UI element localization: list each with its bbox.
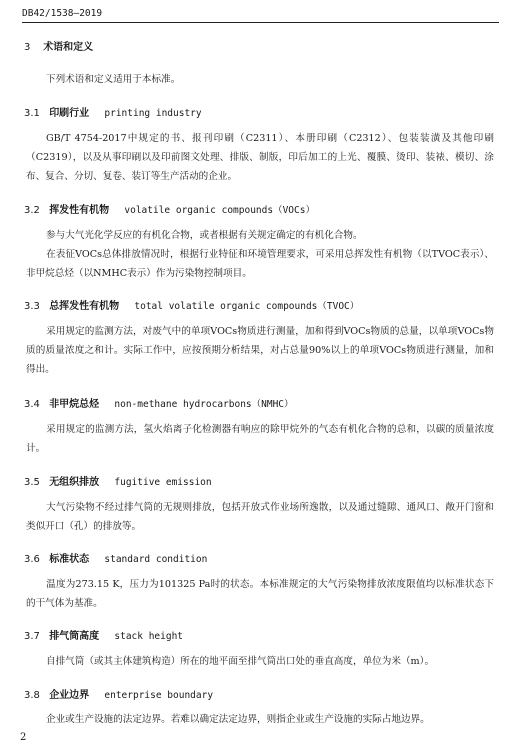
section-paragraph bbox=[26, 420, 494, 458]
section-number: 3.7 bbox=[24, 631, 40, 642]
paragraph-text: 采用规定的监测方法，对废气中的单项VOCs物质进行测量，加和得到VOCs物质的总量，以单项VOCs物质的质量浓度之和计。实际工作中，应按预期分析结果，对占总量90%以上的单项VOCs物质进行测量，加和得出。 bbox=[26, 326, 494, 375]
section-heading-3-2 bbox=[24, 201, 315, 216]
section-paragraph bbox=[26, 652, 494, 671]
section-paragraph bbox=[26, 498, 494, 536]
section-title-en: fugitive emission bbox=[114, 477, 212, 488]
paragraph-text: 自排气筒（或其主体建筑构造）所在的地平面至排气筒出口处的垂直高度，单位为米（m）。 bbox=[46, 656, 435, 667]
section-heading-3-3 bbox=[24, 297, 359, 312]
section-title-zh: 无组织排放 bbox=[49, 477, 100, 488]
section-number: 3.5 bbox=[24, 477, 40, 488]
section-number: 3.1 bbox=[24, 108, 40, 119]
section-title-zh: 总挥发性有机物 bbox=[49, 301, 120, 312]
section-title-en: volatile organic compounds（VOCs） bbox=[124, 205, 315, 216]
chapter-heading bbox=[24, 38, 105, 53]
section-paragraph bbox=[26, 129, 494, 186]
section-title-en: enterprise boundary bbox=[104, 690, 214, 701]
section-heading-3-7 bbox=[24, 627, 183, 642]
paragraph-text: 温度为273.15 K，压力为101325 Pa时的状态。本标准规定的大气污染物排放浓度限值均以标准状态下的干气体为基准。 bbox=[26, 579, 494, 609]
intro-paragraph bbox=[26, 70, 494, 89]
section-paragraph bbox=[26, 226, 494, 245]
chapter-number: 3 bbox=[24, 42, 31, 53]
header-rule bbox=[22, 22, 499, 23]
section-title-zh: 企业边界 bbox=[49, 690, 90, 701]
section-title-zh: 标准状态 bbox=[49, 554, 90, 565]
paragraph-text: 在表征VOCs总体排放情况时，根据行业特征和环境管理要求，可采用总挥发性有机物（以TVOC表示）、非甲烷总烃（以NMHC表示）作为污染物控制项目。 bbox=[26, 249, 494, 279]
intro-text: 下列术语和定义适用于本标准。 bbox=[46, 74, 181, 85]
section-title-zh: 非甲烷总烃 bbox=[49, 399, 100, 410]
document-code: DB42/1538—2019 bbox=[22, 8, 103, 19]
page-number: 2 bbox=[20, 732, 27, 743]
section-heading-3-5 bbox=[24, 473, 212, 488]
section-number: 3.8 bbox=[24, 690, 40, 701]
section-paragraph bbox=[26, 322, 494, 379]
section-title-en: stack height bbox=[114, 631, 184, 642]
section-number: 3.4 bbox=[24, 399, 40, 410]
section-title-zh: 印刷行业 bbox=[49, 108, 90, 119]
section-heading-3-8 bbox=[24, 686, 213, 701]
chapter-title: 术语和定义 bbox=[43, 42, 94, 53]
paragraph-text: GB/T 4754-2017中规定的书、报刊印刷（C2311）、本册印刷（C2312）、包装装潢及其他印刷（C2319），以及从事印刷以及印前图文处理、排版、制版，印后加工的上光、覆膜、烫印、装裱、模切、涂布、复合、分切、复卷、装订等生产活动的企业。 bbox=[26, 133, 494, 182]
section-heading-3-4 bbox=[24, 395, 294, 410]
section-title-en: non-methane hydrocarbons（NMHC） bbox=[114, 399, 294, 410]
paragraph-text: 采用规定的监测方法，氢火焰离子化检测器有响应的除甲烷外的气态有机化合物的总和，以碳的质量浓度计。 bbox=[26, 424, 494, 454]
paragraph-text: 企业或生产设施的法定边界。若难以确定法定边界，则指企业或生产设施的实际占地边界。 bbox=[46, 714, 430, 725]
section-title-en: standard condition bbox=[104, 554, 208, 565]
section-heading-3-6 bbox=[24, 550, 207, 565]
section-paragraph bbox=[26, 710, 494, 729]
section-title-zh: 挥发性有机物 bbox=[49, 205, 110, 216]
paragraph-text: 大气污染物不经过排气筒的无规则排放，包括开放式作业场所逸散，以及通过缝隙、通风口、敞开门窗和类似开口（孔）的排放等。 bbox=[26, 502, 494, 532]
section-heading-3-1 bbox=[24, 104, 202, 119]
section-title-zh: 排气筒高度 bbox=[49, 631, 100, 642]
section-title-en: total volatile organic compounds（TVOC） bbox=[134, 301, 360, 312]
section-number: 3.6 bbox=[24, 554, 40, 565]
section-title-en: printing industry bbox=[104, 108, 202, 119]
section-number: 3.2 bbox=[24, 205, 40, 216]
paragraph-text: 参与大气光化学反应的有机化合物，或者根据有关规定确定的有机化合物。 bbox=[46, 230, 363, 241]
section-paragraph bbox=[26, 575, 494, 613]
section-number: 3.3 bbox=[24, 301, 40, 312]
section-paragraph bbox=[26, 245, 494, 283]
